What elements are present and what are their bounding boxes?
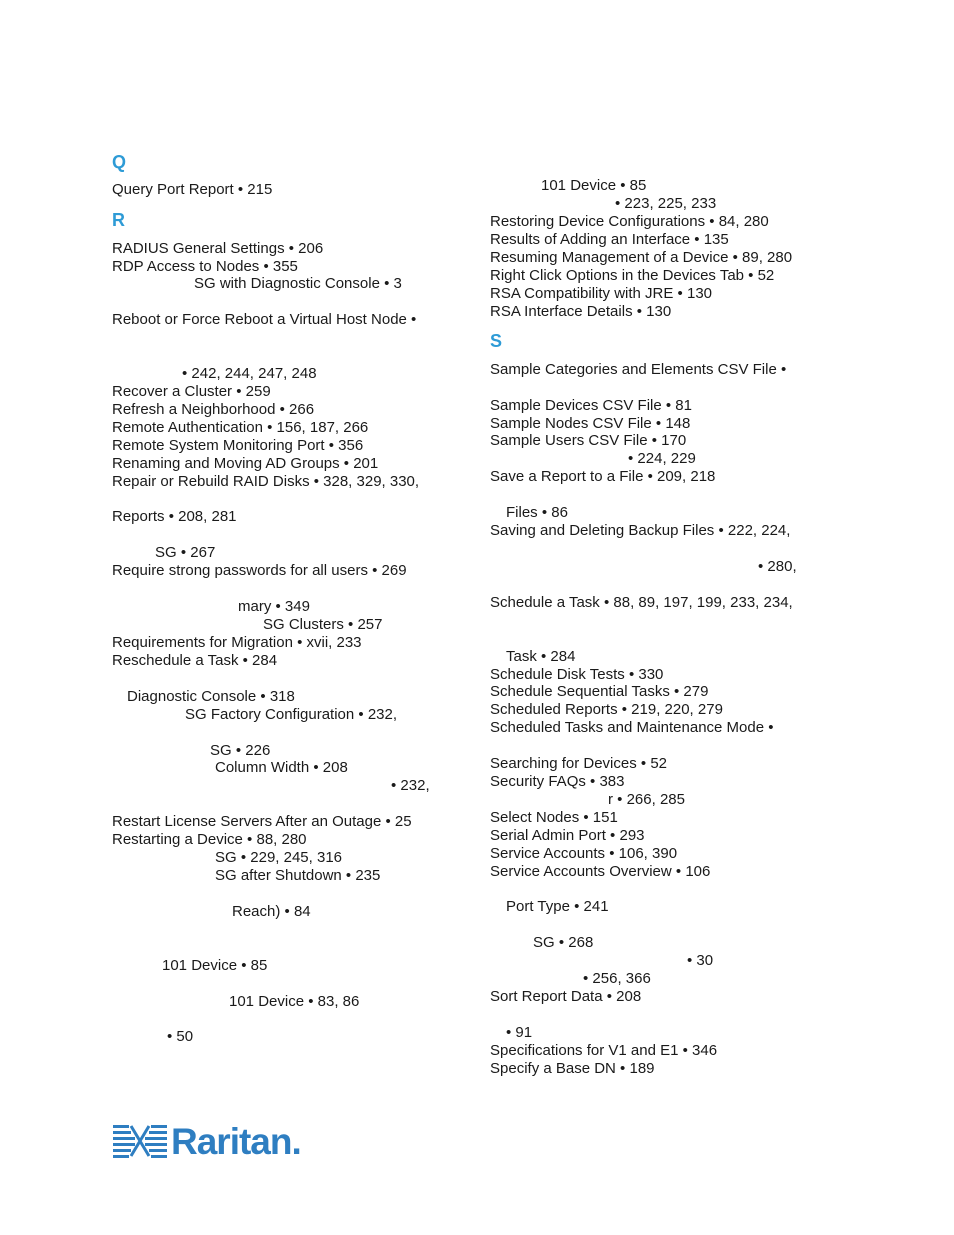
index-entry: • 242, 244, 247, 248 [182,365,317,382]
index-entry: Service Accounts Overview • 106 [490,863,711,880]
index-entry: Schedule Disk Tests • 330 [490,666,664,683]
index-entry: • 91 [506,1024,533,1041]
index-entry: SG • 226 [210,742,271,759]
index-entry: Schedule a Task • 88, 89, 197, 199, 233, 234, [490,594,793,611]
index-entry: Remote System Monitoring Port • 356 [112,437,364,454]
index-entry: • 50 [167,1028,194,1045]
section-letter-r: R [112,210,125,230]
index-entry: Restoring Device Configurations • 84, 280 [490,213,769,230]
index-entry: Service Accounts • 106, 390 [490,845,678,862]
index-entry: Sample Users CSV File • 170 [490,432,687,449]
index-entry: Results of Adding an Interface • 135 [490,231,729,248]
index-entry: 101 Device • 83, 86 [229,993,360,1010]
index-entry: SG after Shutdown • 235 [215,867,381,884]
index-entry: Reach) • 84 [232,903,311,920]
index-entry: Repair or Rebuild RAID Disks • 328, 329, 330, [112,473,420,490]
index-entry: RDP Access to Nodes • 355 [112,258,298,275]
index-entry: Remote Authentication • 156, 187, 266 [112,419,369,436]
index-entry: SG • 268 [533,934,594,951]
index-entry: Sample Devices CSV File • 81 [490,397,692,414]
raritan-logo-mark [111,1121,169,1161]
index-entry: Reschedule a Task • 284 [112,652,278,669]
index-entry: Task • 284 [506,648,576,665]
index-entry: Diagnostic Console • 318 [127,688,295,705]
index-entry: Saving and Deleting Backup Files • 222, 224, [490,522,791,539]
index-entry: Restarting a Device • 88, 280 [112,831,307,848]
index-entry: Require strong passwords for all users • 269 [112,562,407,579]
index-entry: Renaming and Moving AD Groups • 201 [112,455,379,472]
index-entry: RADIUS General Settings • 206 [112,240,324,257]
index-entry: Sort Report Data • 208 [490,988,642,1005]
index-entry: Right Click Options in the Devices Tab • 52 [490,267,775,284]
index-entry: Refresh a Neighborhood • 266 [112,401,315,418]
section-letter-s: S [490,331,503,351]
index-entry: SG Factory Configuration • 232, [185,706,398,723]
index-entry: SG • 267 [155,544,216,561]
index-entry: • 224, 229 [628,450,696,467]
index-entry: RSA Interface Details • 130 [490,303,672,320]
index-entry: Restart License Servers After an Outage • 25 [112,813,412,830]
section-letter-q: Q [112,152,127,172]
index-entry: Sample Categories and Elements CSV File • [490,361,787,378]
index-entry: 101 Device • 85 [541,177,647,194]
index-entry: Files • 86 [506,504,568,521]
index-entry: mary • 349 [238,598,310,615]
index-entry: Scheduled Reports • 219, 220, 279 [490,701,723,718]
index-entry: Save a Report to a File • 209, 218 [490,468,716,485]
raritan-logo [111,1121,301,1162]
index-entry: RSA Compatibility with JRE • 130 [490,285,713,302]
index-entry: SG Clusters • 257 [263,616,383,633]
index-entry: SG with Diagnostic Console • 3 [194,275,402,292]
index-entry: • 232, [391,777,430,794]
index-entry: Select Nodes • 151 [490,809,618,826]
index-entry: Specifications for V1 and E1 • 346 [490,1042,718,1059]
index-entry: r • 266, 285 [608,791,685,808]
index-entry: Recover a Cluster • 259 [112,383,271,400]
index-entry: Port Type • 241 [506,898,609,915]
index-entry: Scheduled Tasks and Maintenance Mode • [490,719,774,736]
index-entry: Serial Admin Port • 293 [490,827,645,844]
index-entry: Reboot or Force Reboot a Virtual Host Node • [112,311,417,328]
raritan-logo-text: Raritan. [171,1121,301,1162]
index-entry: SG • 229, 245, 316 [215,849,343,866]
index-entry: 101 Device • 85 [162,957,268,974]
index-entry: Searching for Devices • 52 [490,755,668,772]
index-entry: Specify a Base DN • 189 [490,1060,655,1077]
index-entry: Column Width • 208 [215,759,348,776]
index-entry: Schedule Sequential Tasks • 279 [490,683,709,700]
index-entry: Query Port Report • 215 [112,181,273,198]
index-entry: • 280, [758,558,797,575]
index-entry: • 30 [687,952,714,969]
index-entry: Resuming Management of a Device • 89, 280 [490,249,793,266]
index-entry: Requirements for Migration • xvii, 233 [112,634,362,651]
index-entry: • 223, 225, 233 [615,195,717,212]
index-entry: Sample Nodes CSV File • 148 [490,415,691,432]
index-entry: Reports • 208, 281 [112,508,237,525]
index-entry: • 256, 366 [583,970,651,987]
index-entry: Security FAQs • 383 [490,773,625,790]
